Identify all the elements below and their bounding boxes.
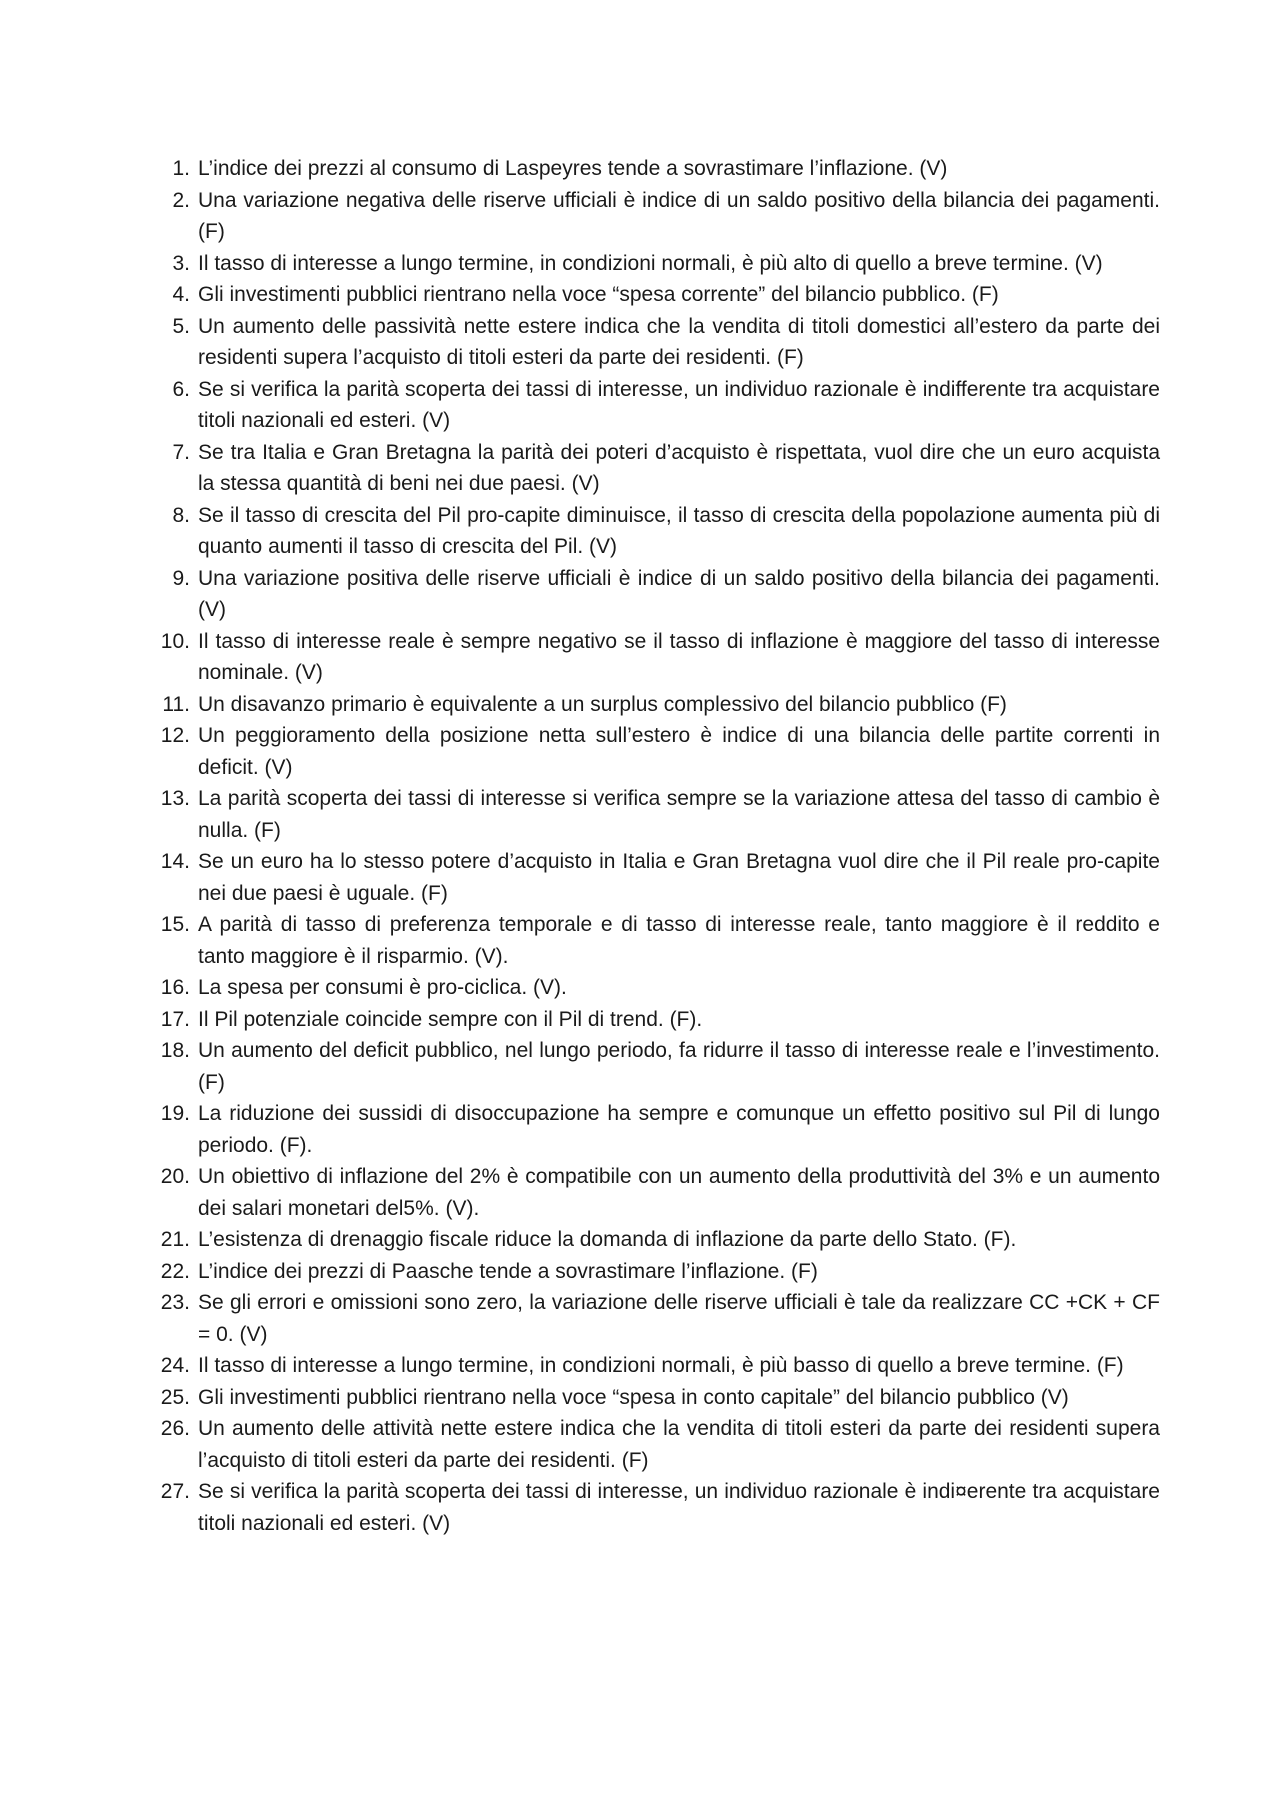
item-number: 6. [172, 377, 190, 401]
item-text: A parità di tasso di preferenza temporale e di tasso di interesse reale, tanto maggiore è il reddito e tanto maggiore è il risparmio. (V). [198, 913, 1160, 968]
item-text: La parità scoperta dei tassi di interesse si verifica sempre se la variazione attesa del tasso di cambio è nulla. (F) [198, 787, 1160, 842]
item-text: L’indice dei prezzi al consumo di Laspeyres tende a sovrastimare l’inflazione. (V) [198, 157, 948, 180]
item-number: 2. [172, 188, 190, 212]
list-item [150, 185, 1160, 248]
item-number: 12. [160, 724, 190, 747]
list-item [150, 153, 1160, 185]
item-number: 21. [160, 1228, 190, 1251]
list-item [150, 1476, 1160, 1539]
item-number: 11. [162, 692, 190, 716]
item-number: 13. [160, 787, 190, 810]
item-text: Un aumento del deficit pubblico, nel lungo periodo, fa ridurre il tasso di interesse reale e l’investimento. (F) [198, 1039, 1160, 1094]
list-item [150, 248, 1160, 280]
list-item [150, 500, 1160, 563]
item-number: 22. [160, 1259, 190, 1283]
list-item [150, 720, 1160, 783]
list-item [150, 374, 1160, 437]
item-text: Il tasso di interesse a lungo termine, in condizioni normali, è più basso di quello a breve termine. (F) [198, 1354, 1124, 1377]
list-item [150, 279, 1160, 311]
item-text: Se si verifica la parità scoperta dei tassi di interesse, un individuo razionale è indi¤erente tra acquistare titoli nazionali ed esteri. (V) [198, 1480, 1160, 1535]
item-number: 15. [160, 913, 190, 936]
item-number: 7. [172, 440, 190, 464]
item-text: Una variazione negativa delle riserve ufficiali è indice di un saldo positivo della bilancia dei pagamenti. (F) [198, 188, 1160, 243]
item-text: Il tasso di interesse a lungo termine, in condizioni normali, è più alto di quello a breve termine. (V) [198, 251, 1103, 275]
list-item [150, 1004, 1160, 1036]
item-number: 10. [160, 629, 190, 653]
item-text: L’indice dei prezzi di Paasche tende a sovrastimare l’inflazione. (F) [198, 1259, 818, 1283]
list-item [150, 846, 1160, 909]
item-text: Un aumento delle attività nette estere indica che la vendita di titoli esteri da parte dei residenti supera l’acquisto di titoli esteri da parte dei residenti. (F) [198, 1417, 1160, 1472]
list-item [150, 1287, 1160, 1350]
list-item [150, 626, 1160, 689]
item-number: 4. [172, 283, 190, 306]
item-number: 16. [160, 976, 190, 999]
list-item [150, 1413, 1160, 1476]
item-number: 24. [160, 1354, 190, 1377]
item-number: 14. [160, 850, 190, 873]
list-item [150, 909, 1160, 972]
item-number: 25. [160, 1385, 190, 1409]
item-number: 19. [160, 1102, 190, 1125]
item-number: 3. [172, 251, 190, 275]
list-item [150, 972, 1160, 1004]
list-item [150, 1350, 1160, 1382]
list-item [150, 1256, 1160, 1288]
item-text: L’esistenza di drenaggio fiscale riduce la domanda di inflazione da parte dello Stato. (F). [198, 1228, 1017, 1251]
item-number: 18. [160, 1039, 190, 1062]
item-number: 27. [160, 1480, 190, 1503]
item-text: La spesa per consumi è pro-ciclica. (V). [198, 976, 567, 999]
list-item [150, 1161, 1160, 1224]
list-item [150, 311, 1160, 374]
item-number: 5. [172, 314, 190, 338]
list-item [150, 437, 1160, 500]
item-number: 17. [160, 1007, 190, 1031]
item-text: Un peggioramento della posizione netta sull’estero è indice di una bilancia delle partite correnti in deficit. (V) [198, 724, 1160, 779]
item-text: Gli investimenti pubblici rientrano nella voce “spesa corrente” del bilancio pubblico. (F) [198, 283, 999, 306]
item-text: Se si verifica la parità scoperta dei tassi di interesse, un individuo razionale è indifferente tra acquistare titoli nazionali ed esteri. (V) [198, 377, 1160, 432]
item-number: 20. [160, 1165, 190, 1188]
item-number: 1. [172, 157, 190, 180]
list-item [150, 563, 1160, 626]
item-number: 26. [160, 1417, 190, 1440]
item-text: Se tra Italia e Gran Bretagna la parità dei poteri d’acquisto è rispettata, vuol dire che un euro acquista la stessa quantità di beni nei due paesi. (V) [198, 440, 1160, 495]
item-text: La riduzione dei sussidi di disoccupazione ha sempre e comunque un effetto positivo sul Pil di lungo periodo. (F). [198, 1102, 1160, 1157]
item-text: Il Pil potenziale coincide sempre con il Pil di trend. (F). [198, 1007, 703, 1031]
list-item [150, 1035, 1160, 1098]
item-text: Un obiettivo di inflazione del 2% è compatibile con un aumento della produttività del 3% e un aumento dei salari monetari del5%. (V). [198, 1165, 1160, 1220]
statement-list [150, 153, 1160, 1539]
item-text: Gli investimenti pubblici rientrano nella voce “spesa in conto capitale” del bilancio pubblico (V) [198, 1385, 1069, 1409]
item-number: 9. [172, 566, 190, 590]
item-text: Se un euro ha lo stesso potere d’acquisto in Italia e Gran Bretagna vuol dire che il Pil reale pro-capite nei due paesi è uguale. (F) [198, 850, 1160, 905]
list-item [150, 1098, 1160, 1161]
list-item [150, 1224, 1160, 1256]
item-text: Una variazione positiva delle riserve ufficiali è indice di un saldo positivo della bilancia dei pagamenti. (V) [198, 566, 1160, 621]
item-text: Se gli errori e omissioni sono zero, la variazione delle riserve ufficiali è tale da realizzare CC +CK + CF = 0. (V) [198, 1291, 1160, 1346]
item-text: Se il tasso di crescita del Pil pro-capite diminuisce, il tasso di crescita della popolazione aumenta più di quanto aumenti il tasso di crescita del Pil. (V) [198, 503, 1160, 558]
item-text: Un aumento delle passività nette estere indica che la vendita di titoli domestici all’estero da parte dei residenti supera l’acquisto di titoli esteri da parte dei residenti. (F) [198, 314, 1160, 369]
list-item [150, 783, 1160, 846]
list-item [150, 689, 1160, 721]
item-number: 23. [160, 1291, 190, 1314]
item-number: 8. [172, 503, 190, 527]
list-item [150, 1382, 1160, 1414]
item-text: Il tasso di interesse reale è sempre negativo se il tasso di inflazione è maggiore del tasso di interesse nominale. (V) [198, 629, 1160, 684]
item-text: Un disavanzo primario è equivalente a un surplus complessivo del bilancio pubblico (F) [198, 692, 1007, 716]
